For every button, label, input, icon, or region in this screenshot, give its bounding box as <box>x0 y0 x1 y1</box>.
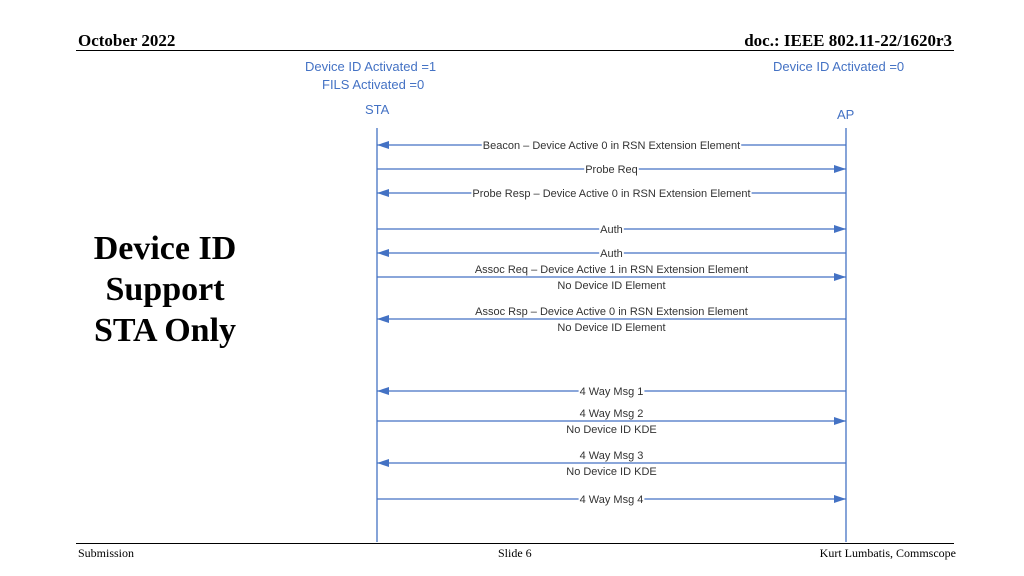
message-label: No Device ID Element <box>557 280 666 292</box>
message-label: No Device ID KDE <box>566 424 657 436</box>
arrowhead-left-icon <box>377 315 389 323</box>
message-label: Auth <box>600 248 623 260</box>
message-5 <box>377 248 846 260</box>
message-label: Assoc Rsp – Device Active 0 in RSN Extension Element <box>475 306 748 318</box>
footer-slide-number: Slide 6 <box>498 546 532 560</box>
arrowhead-right-icon <box>834 165 846 173</box>
arrowhead-right-icon <box>834 273 846 281</box>
slide-title-line-3: STA Only <box>93 312 237 349</box>
arrowhead-left-icon <box>377 387 389 395</box>
message-label: Beacon – Device Active 0 in RSN Extension Element <box>482 140 741 152</box>
message-6 <box>377 264 846 292</box>
message-label: No Device ID KDE <box>566 466 657 478</box>
message-label: Probe Resp – Device Active 0 in RSN Extension Element <box>472 188 751 200</box>
message-9 <box>377 408 846 436</box>
ap-label: AP <box>837 107 855 122</box>
footer-author: Kurt Lumbatis, Commscope <box>819 546 956 560</box>
message-7 <box>377 306 846 334</box>
message-label: 4 Way Msg 3 <box>579 450 644 462</box>
sta-label: STA <box>365 102 390 117</box>
arrowhead-left-icon <box>377 459 389 467</box>
message-8 <box>377 386 846 398</box>
arrowhead-left-icon <box>377 141 389 149</box>
message-4 <box>377 224 846 236</box>
arrowhead-right-icon <box>834 417 846 425</box>
message-2 <box>377 164 846 176</box>
message-label: Assoc Req – Device Active 1 in RSN Extension Element <box>474 264 749 276</box>
message-1 <box>377 140 846 152</box>
header-date: October 2022 <box>78 31 176 50</box>
message-label: Probe Req <box>585 164 638 176</box>
footer-divider <box>76 543 954 544</box>
slide-title-line-1: Device ID <box>93 230 237 267</box>
arrowhead-right-icon <box>834 495 846 503</box>
slide-title-line-2: Support <box>105 271 225 308</box>
message-label: No Device ID Element <box>557 322 666 334</box>
message-label: Auth <box>600 224 623 236</box>
footer-submission: Submission <box>78 546 135 560</box>
message-3 <box>377 188 846 200</box>
message-11 <box>377 494 846 506</box>
sta-config-device-id: Device ID Activated =1 <box>305 59 437 74</box>
arrowhead-left-icon <box>377 249 389 257</box>
ap-config-device-id: Device ID Activated =0 <box>773 59 905 74</box>
arrowhead-left-icon <box>377 189 389 197</box>
message-label: 4 Way Msg 4 <box>579 494 644 506</box>
message-label: 4 Way Msg 2 <box>579 408 644 420</box>
sta-config-fils: FILS Activated =0 <box>322 77 425 92</box>
message-10 <box>377 450 846 478</box>
header-doc-id: doc.: IEEE 802.11-22/1620r3 <box>744 31 952 50</box>
arrowhead-right-icon <box>834 225 846 233</box>
message-label: 4 Way Msg 1 <box>579 386 644 398</box>
